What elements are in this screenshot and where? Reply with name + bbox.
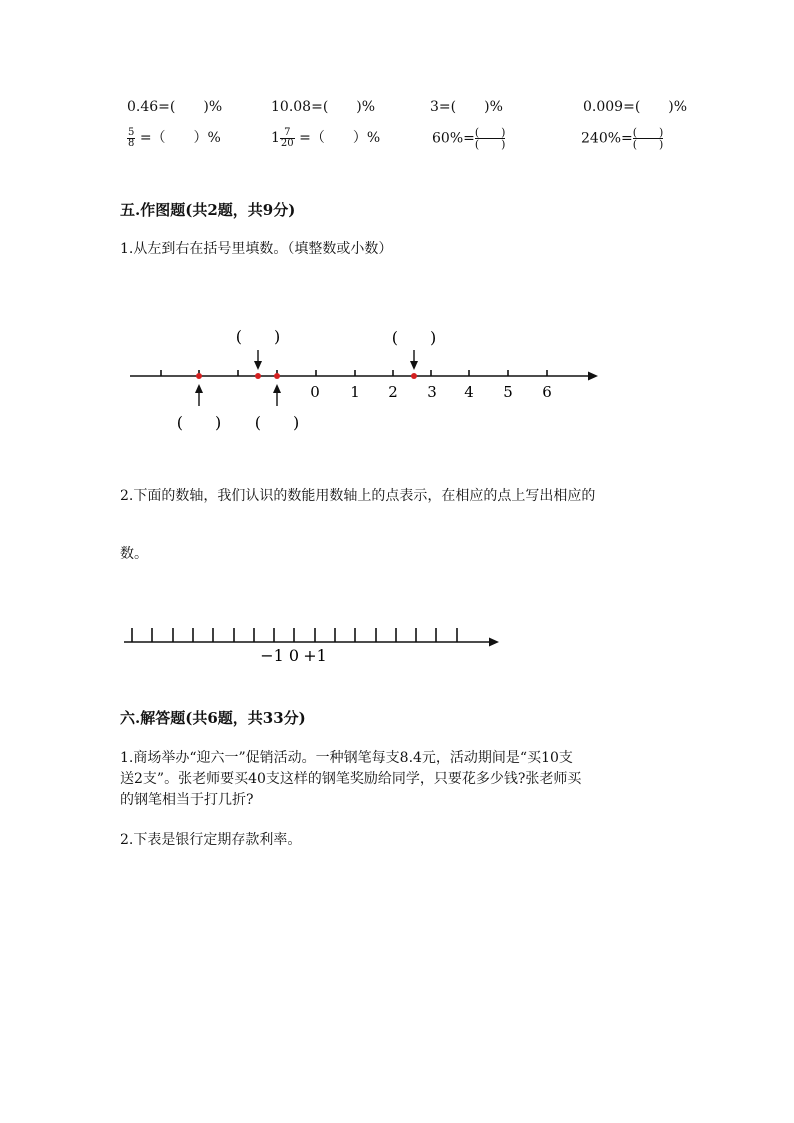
- arrow-down-icon: [254, 361, 262, 370]
- answer-blank[interactable]: ( ): [169, 99, 209, 115]
- answer-blank[interactable]: ( ): [450, 99, 490, 115]
- tick-label: 2: [388, 383, 398, 401]
- tick-label: −1: [260, 646, 284, 665]
- fraction: $\frac{5}{8}$: [128, 126, 135, 149]
- answer-blank[interactable]: ( ): [176, 413, 222, 432]
- conversion-value: 10.08=: [271, 99, 323, 115]
- tick-label: 0: [288, 646, 300, 665]
- conversion-value: 0.46=: [127, 99, 170, 115]
- question-text: 1.从左到右在括号里填数。（填整数或小数）: [120, 241, 393, 257]
- arrow-down-icon: [410, 361, 418, 370]
- arrow-up-icon: [195, 384, 203, 393]
- question-text: 数。: [120, 546, 148, 562]
- marked-point: [255, 373, 261, 379]
- conversion-value: 0.009=: [583, 99, 635, 115]
- answer-blank[interactable]: ( ): [254, 413, 300, 432]
- tick-label: 1: [350, 383, 360, 401]
- axis-arrow: [588, 372, 598, 381]
- conversion-value: 240%=: [581, 130, 633, 147]
- marked-point: [196, 373, 202, 379]
- percent-sign: %: [208, 99, 223, 115]
- conversion-value: 3=: [430, 99, 451, 115]
- question-text: 的钢笔相当于打几折?: [120, 792, 254, 808]
- tick-label: +1: [303, 646, 327, 665]
- section-title: 六.解答题(共6题，共33分): [120, 709, 306, 727]
- question-text: 送2支”。张老师要买40支这样的钢笔奖励给同学，只要花多少钱?张老师买: [120, 771, 582, 787]
- fraction-blank[interactable]: ( ) ( ): [632, 126, 664, 151]
- tick-marks-2: [132, 628, 457, 642]
- tick-label: 3: [427, 383, 437, 401]
- question-text: 2.下表是银行定期存款利率。: [120, 832, 302, 848]
- fraction: $\frac{7}{20}$: [280, 126, 294, 149]
- conversion-value: 60%=: [432, 130, 475, 147]
- answer-blank[interactable]: ( ): [322, 99, 362, 115]
- conversion-rest[interactable]: =（ ）%: [139, 130, 221, 146]
- arrow-up-icon: [273, 384, 281, 393]
- whole-part: 1: [271, 130, 280, 146]
- axis-arrow: [489, 638, 499, 647]
- tick-label: 6: [542, 383, 552, 401]
- tick-label: 5: [503, 383, 513, 401]
- percent-sign: %: [489, 99, 503, 115]
- marked-point: [274, 373, 280, 379]
- tick-label: 0: [310, 383, 320, 401]
- answer-blank[interactable]: ( ): [235, 327, 281, 346]
- conversion-rest[interactable]: =（ ）%: [299, 130, 381, 146]
- percent-sign: %: [361, 99, 376, 115]
- tick-label: 4: [464, 383, 474, 401]
- fraction-blank[interactable]: ( ) ( ): [474, 126, 506, 151]
- marked-point: [411, 373, 417, 379]
- question-text: 1.商场举办“迎六一”促销活动。一种钢笔每支8.4元，活动期间是“买10支: [120, 750, 573, 766]
- percent-sign: %: [673, 99, 688, 115]
- question-text: 2.下面的数轴，我们认识的数能用数轴上的点表示，在相应的点上写出相应的: [120, 488, 596, 504]
- answer-blank[interactable]: ( ): [391, 328, 437, 347]
- answer-blank[interactable]: ( ): [634, 99, 674, 115]
- tick-marks: [161, 370, 547, 376]
- section-title: 五.作图题(共2题，共9分): [120, 201, 296, 219]
